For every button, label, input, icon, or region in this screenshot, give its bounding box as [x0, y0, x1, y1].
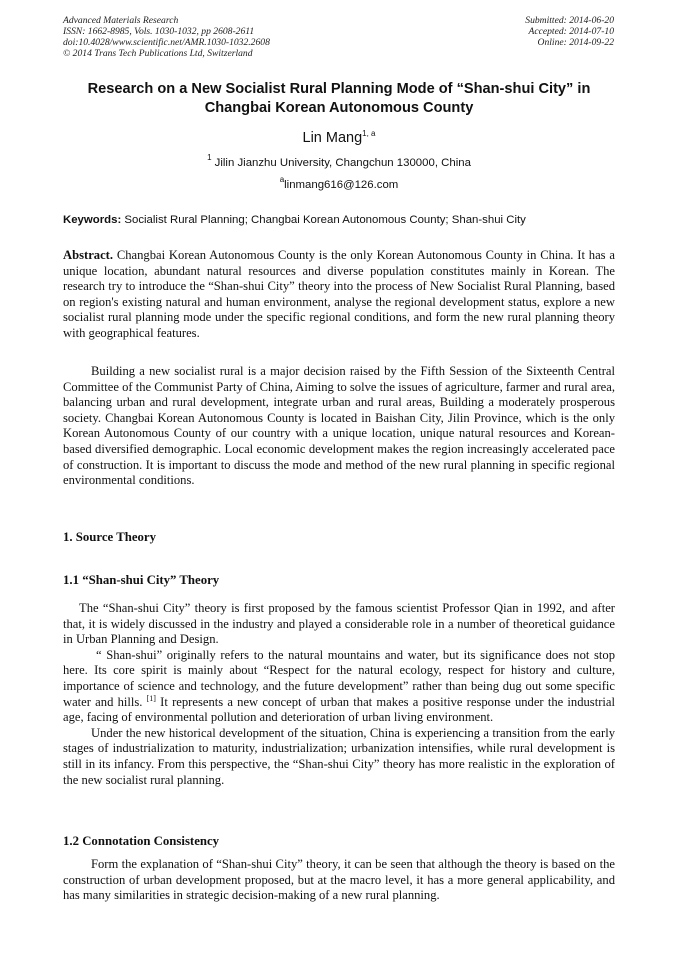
email-superscript: a: [279, 175, 285, 184]
section-1-2-body: [63, 857, 615, 904]
section-1-heading: 1. Source Theory: [63, 530, 157, 544]
keywords-text: Socialist Rural Planning; Changbai Korean Autonomous County; Shan-shui City: [121, 214, 526, 226]
keywords-label: Keywords:: [63, 214, 122, 226]
citation-1: [1]: [146, 693, 156, 703]
copyright-line: © 2014 Trans Tech Publications Ltd, Switzerland: [63, 48, 253, 59]
section-1-2-heading: 1.2 Connotation Consistency: [63, 834, 220, 848]
title-line-2: Changbai Korean Autonomous County: [204, 100, 474, 116]
author-line: [0, 129, 678, 147]
connotation-paragraph: Form the explanation of “Shan-shui City” theory, it can be seen that although the theory is based on the construction of urban development proposed, but at the macro level, it has a more general applicability, and has many similarities in strategic decision-making of a new rural planning.: [63, 857, 615, 903]
keywords: [63, 213, 615, 227]
abstract: [63, 248, 615, 342]
section-1-1-body: [63, 601, 615, 788]
paragraph-3: Under the new historical development of the situation, China is experiencing a transition from the early stages of industrialization to maturity, industrialization; urbanization intensifies, while rural development is still in its infancy. From this perspective, the “Shan-shui City” theory has more realistic in the exploration of the new socialist rural planning.: [63, 725, 615, 787]
affiliation-text: Jilin Jianzhu University, Changchun 130000, China: [211, 157, 471, 169]
paper-title: [40, 80, 638, 118]
section-1-1-heading: 1.1 “Shan-shui City” Theory: [63, 573, 220, 587]
abstract-label: Abstract.: [63, 248, 114, 262]
abstract-text: Changbai Korean Autonomous County is the only Korean Autonomous County in China. It has a unique location, abundant natural resources and diverse population constitutes mainly in Korean. The research try to introduce the “Shan-shui City” theory into the process of New Socialist Rural Planning, based on region's existing natural and human environment, analyse the regional development status, explore a new socialist rural planning mode under the specific regional conditions, and form the new rural planning theory with geographical features.: [63, 248, 615, 340]
paragraph-1: The “Shan-shui City” theory is first proposed by the famous scientist Professor Qian in 1992, and after that, it is widely discussed in the industry and played a considerable role in a number of theoretical guidance in Urban Planning and Design.: [63, 601, 615, 647]
submission-dates: [525, 15, 614, 48]
accepted-date: Accepted: 2014-07-10: [528, 26, 614, 37]
author-email: [0, 175, 678, 192]
paragraph-2: [63, 648, 615, 726]
journal-name: Advanced Materials Research: [63, 15, 179, 26]
email-text: linmang616@126.com: [284, 179, 399, 191]
paragraph-2-continued: It represents a new concept of urban that makes a positive response under the industrial age, facing of environmental pollution and deterioration of urban living environment.: [63, 694, 615, 725]
issn-line: ISSN: 1662-8985, Vols. 1030-1032, pp 2608-2611: [63, 26, 255, 37]
paragraph-2-text: “ Shan-shui” originally refers to the natural mountains and water, but its significance does not stop here. Its core spirit is mainly about “Respect for the natural ecology, respect for history and culture, importance of science and technology, and the future development” rather than being dug out some specific water and hills.: [63, 647, 615, 709]
submitted-date: Submitted: 2014-06-20: [525, 15, 614, 26]
online-date: Online: 2014-09-22: [537, 37, 614, 48]
author-superscript: 1, a: [362, 129, 376, 138]
author-name: Lin Mang: [302, 130, 363, 146]
affiliation-superscript: 1: [207, 153, 212, 162]
title-line-1: Research on a New Socialist Rural Planning Mode of “Shan-shui City” in: [87, 81, 591, 97]
intro-paragraph: Building a new socialist rural is a major decision raised by the Fifth Session of the Sixteenth Central Committee of the Communist Party of China, Aiming to solve the issues of agriculture, farmer and rural area, balancing urban and rural development, integrate urban and rural areas, Building a moderately prosperous society. Changbai Korean Autonomous County is located in Baishan City, Jilin Province, which is the only Korean Autonomous County of our country with a unique location, unique natural resources and Korean-based diversified demographic. Local economic development makes the region increasingly accelerated pace of construction. It is important to discuss the mode and method of the new rural planning in specific regional environmental conditions.: [63, 364, 615, 488]
affiliation: [0, 153, 678, 170]
doi-line: doi:10.4028/www.scientific.net/AMR.1030-1032.2608: [63, 37, 270, 48]
journal-info: [63, 15, 270, 59]
intro-section: [63, 364, 615, 489]
